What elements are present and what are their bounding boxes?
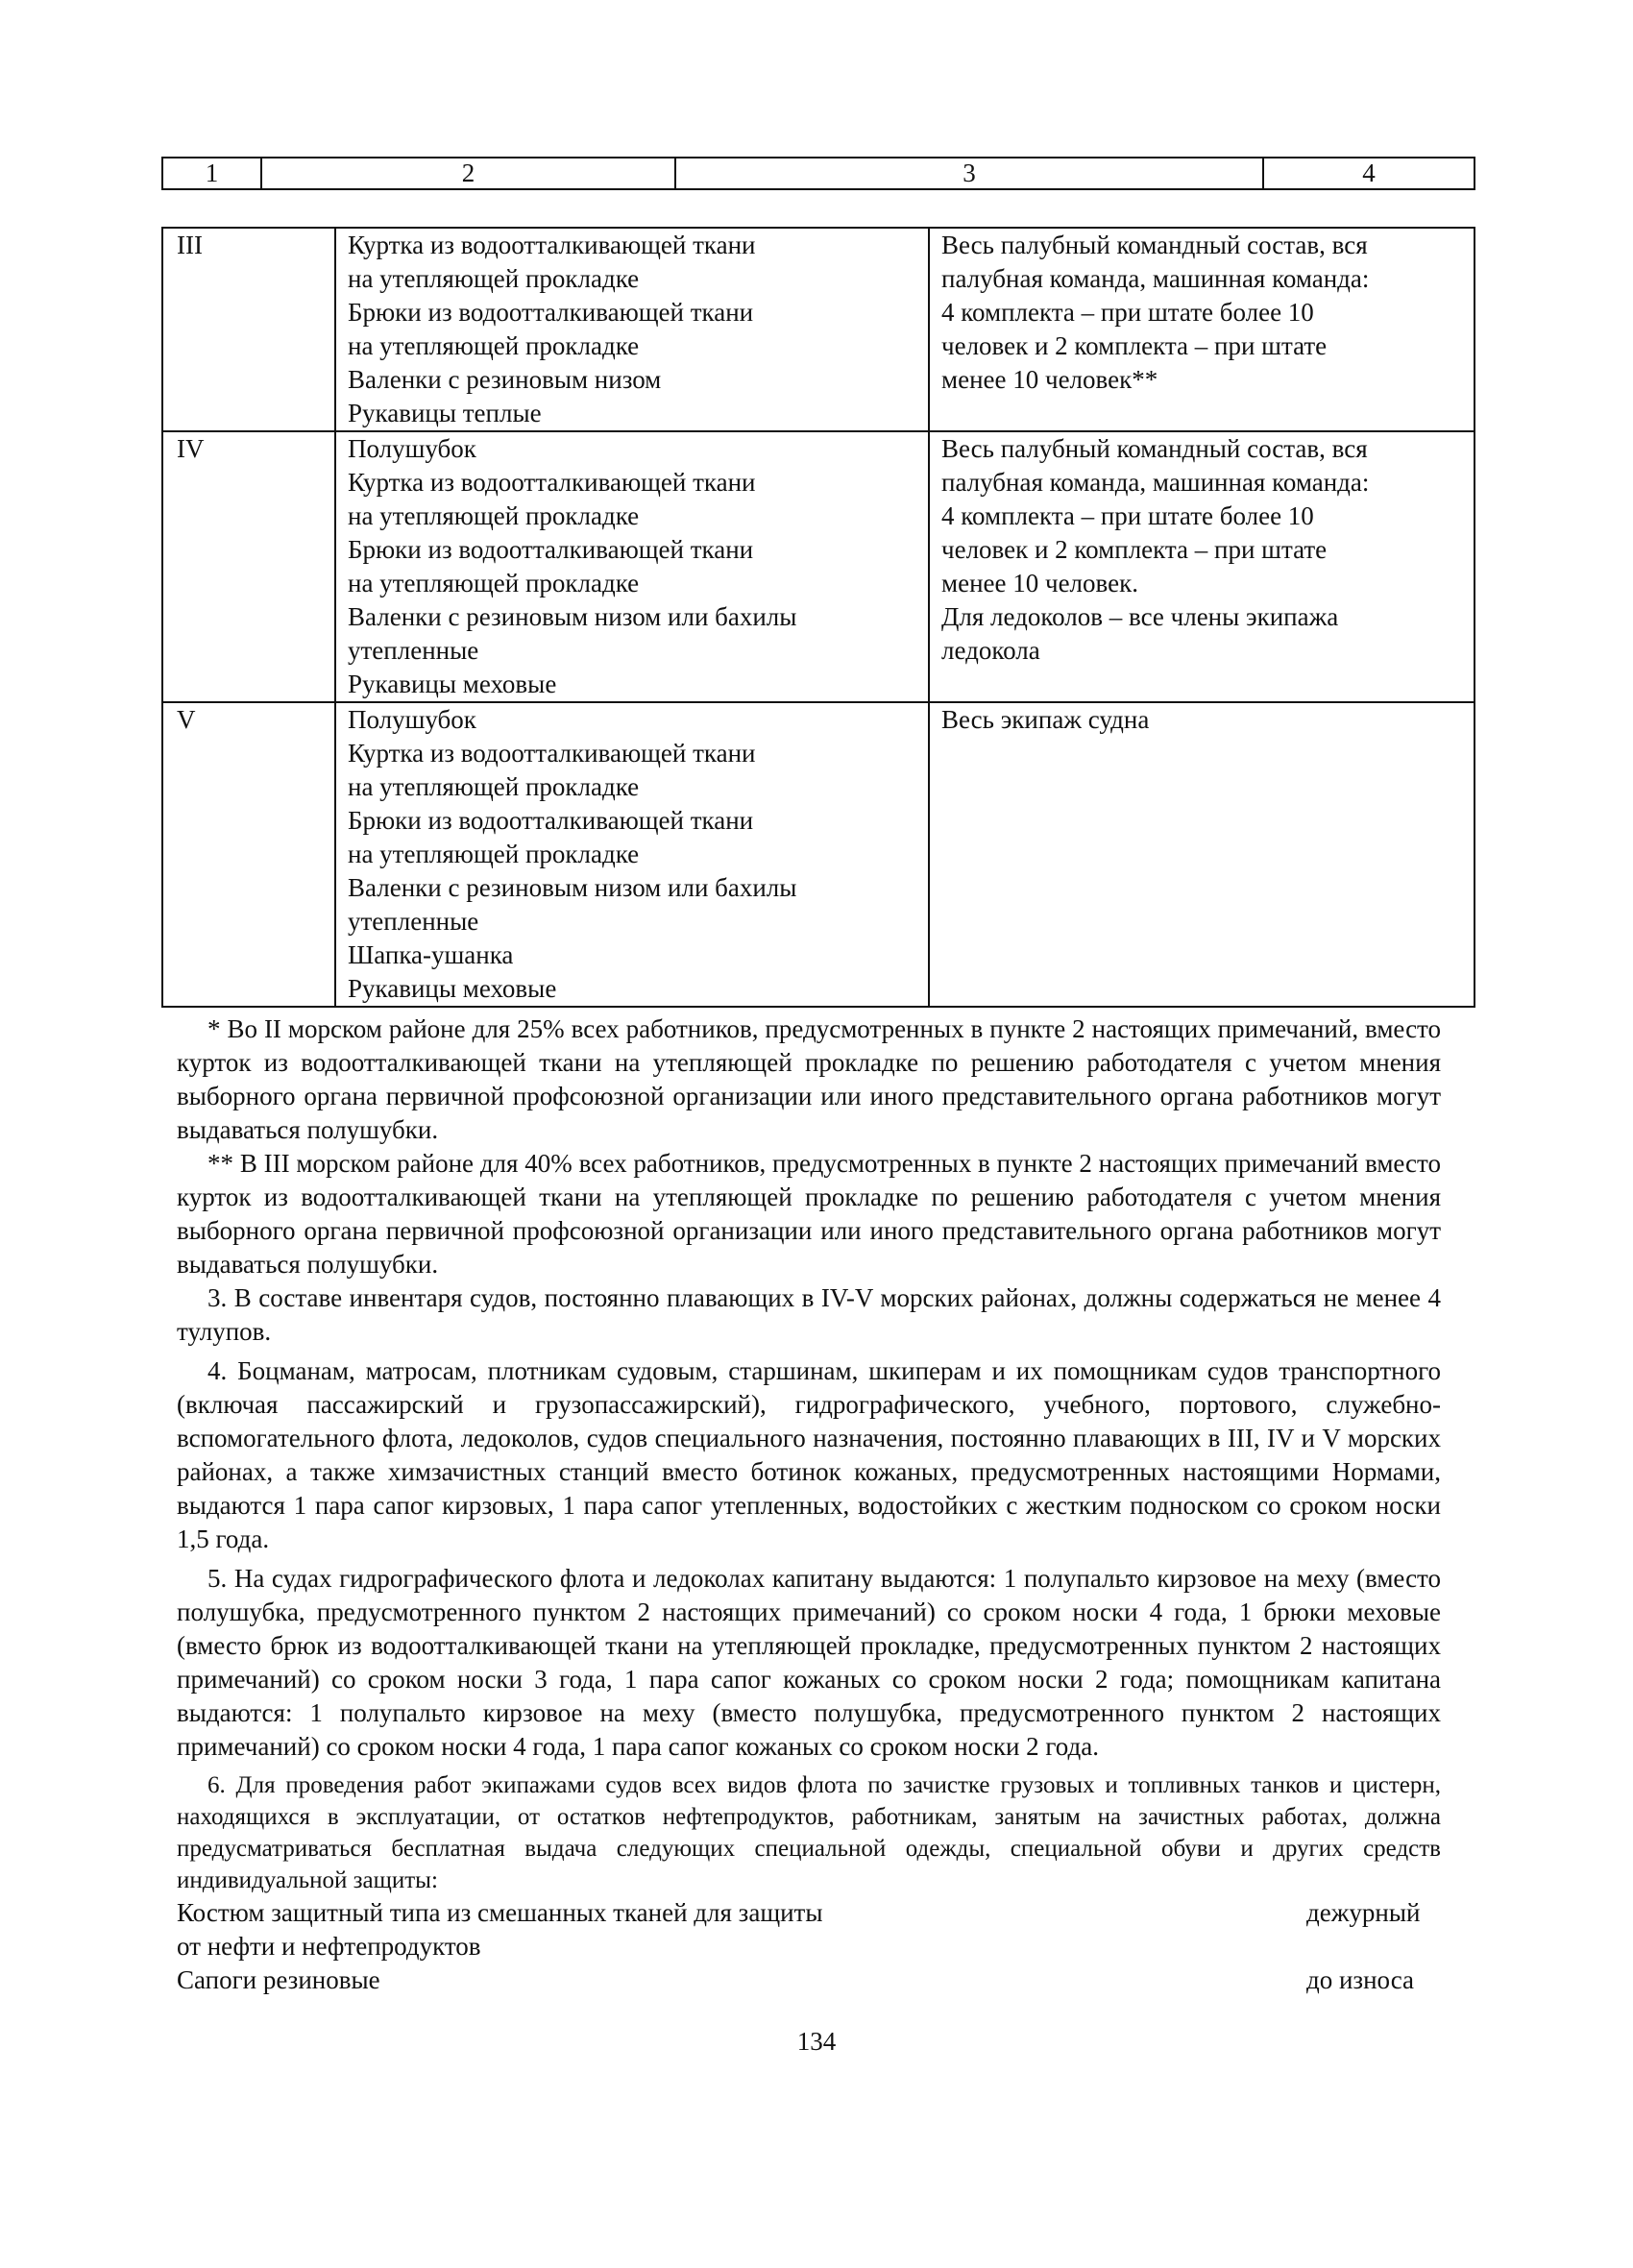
list-item: от нефти и нефтепродуктов: [177, 1932, 481, 1961]
list-item: Сапоги резиновые до износа: [177, 1965, 1415, 1994]
items-cell: Полушубок Куртка из водоотталкивающей ткани на утепляющей прокладке Брюки из водоотталкивающей ткани на утепляющей прокладке Валенки с резиновым низом или бахилы утепленные Рукавицы меховые: [335, 431, 929, 702]
column-number-cell: 4: [1263, 158, 1475, 189]
clothing-norms-table: [161, 227, 1475, 1008]
recipients-cell: Весь палубный командный состав, вся палубная команда, машинная команда: 4 комплекта – при штате более 10 человек и 2 комплекта – при штате менее 10 человек. Для ледоколов – все члены экипажа ледокола: [929, 431, 1475, 702]
paragraph-4: 4. Боцманам, матросам, плотникам судовым, старшинам, шкиперам и их помощникам судов транспортного (включая пассажирский и грузопассажирский), гидрографического, учебного, портового, служебно-вспомогательного флота, ледоколов, судов специального назначения, постоянно плавающих в III, IV и V морских районах, а также химзачистных станций вместо ботинок кожаных, предусмотренных настоящими Нормами, выдаются 1 пара сапог кирзовых, 1 пара сапог утепленных, водостойких с жестким подноском со сроком носки 1,5 года.: [177, 1356, 1441, 1553]
items-cell: Полушубок Куртка из водоотталкивающей ткани на утепляющей прокладке Брюки из водоотталкивающей ткани на утепляющей прокладке Валенки с резиновым низом или бахилы утепленные Шапка-ушанка Рукавицы меховые: [335, 702, 929, 1007]
paragraph-3: 3. В составе инвентаря судов, постоянно плавающих в IV-V морских районах, должны содержаться не менее 4 тулупов.: [177, 1283, 1441, 1346]
page-number: 134: [796, 2027, 837, 2056]
recipients-cell: Весь экипаж судна: [929, 702, 1475, 1007]
footnote-2: ** В III морском районе для 40% всех работников, предусмотренных в пункте 2 настоящих примечаний вместо курток из водоотталкивающей ткани на утепляющей прокладке по решению работодателя с учетом мнения выборного органа первичной профсоюзной организации или иного представительного органа работников могут выдаваться полушубки.: [177, 1149, 1441, 1279]
items-cell: Куртка из водоотталкивающей ткани на утепляющей прокладке Брюки из водоотталкивающей ткани на утепляющей прокладке Валенки с резиновым низом Рукавицы теплые: [335, 228, 929, 431]
column-number-cell: 3: [675, 158, 1263, 189]
column-number-cell: 1: [162, 158, 261, 189]
column-number-cell: 2: [261, 158, 675, 189]
list-item: Костюм защитный типа из смешанных тканей для защиты дежурный: [177, 1898, 1421, 1927]
paragraph-5: 5. На судах гидрографического флота и ледоколах капитану выдаются: 1 полупальто кирзовое на меху (вместо полушубка, предусмотренного пунктом 2 настоящих примечаний) со сроком носки 4 года, 1 брюки меховые (вместо брюк из водоотталкивающей ткани на утепляющей прокладке, предусмотренных пунктом 2 настоящих примечаний) со сроком носки 3 года, 1 пара сапог кожаных со сроком носки 2 года; помощникам капитана выдаются: 1 полупальто кирзовое на меху (вместо полушубка, предусмотренного пунктом 2 настоящих примечаний) со сроком носки 4 года, 1 пара сапог кожаных со сроком носки 2 года.: [177, 1564, 1441, 1761]
paragraph-6: 6. Для проведения работ экипажами судов всех видов флота по зачистке грузовых и топливных танков и цистерн, находящихся в эксплуатации, от остатков нефтепродуктов, работникам, занятым на зачистных работах, должна предусматриваться бесплатная выдача следующих специальной одежды, специальной обуви и других средств индивидуальной защиты:: [177, 1772, 1441, 1893]
table-row: [162, 228, 1475, 431]
region-number-cell: V: [162, 702, 335, 1007]
region-number-cell: III: [162, 228, 335, 431]
table-row: [162, 702, 1475, 1007]
notes-section: [177, 1012, 1441, 1997]
footnote-1: * Во II морском районе для 25% всех работников, предусмотренных в пункте 2 настоящих примечаний, вместо курток из водоотталкивающей ткани на утепляющей прокладке по решению работодателя с учетом мнения выборного органа первичной профсоюзной организации или иного представительного органа работников могут выдаваться полушубки.: [177, 1014, 1441, 1144]
ppe-items-list: [177, 1896, 1441, 1997]
column-number-header: [161, 157, 1475, 190]
region-number-cell: IV: [162, 431, 335, 702]
table-row: [162, 431, 1475, 702]
recipients-cell: Весь палубный командный состав, вся палубная команда, машинная команда: 4 комплекта – при штате более 10 человек и 2 комплекта – при штате менее 10 человек**: [929, 228, 1475, 431]
